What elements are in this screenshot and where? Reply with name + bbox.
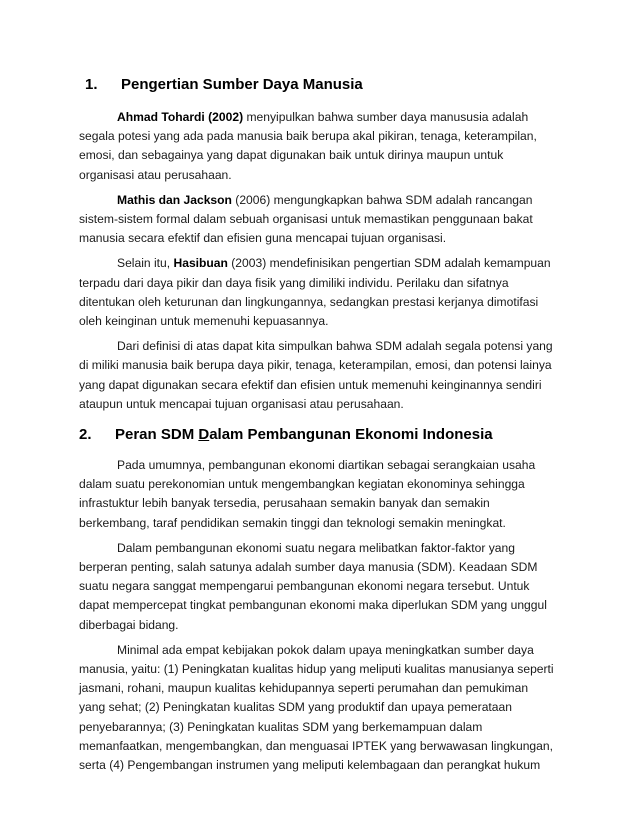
text-line: emosi, dan sebagainya yang dapat digunakan baik untuk dirinya maupun untuk (79, 148, 504, 163)
underlined-letter: D (198, 426, 210, 444)
paragraph-1-3 (79, 254, 565, 331)
text-line: Mathis dan Jackson (2006) mengungkapkan bahwa SDM adalah rancangan (117, 192, 533, 207)
text-line: suatu negara sanggat mempengarui pembangunan ekonomi negara tersebut. Untuk (79, 579, 530, 594)
text-line: ataupun untuk mencapai tujuan organisasi atau perusahaan. (79, 396, 404, 411)
text-line: serta (4) Pengembangan instrumen yang meliputi kelembagaan dan perangkat hukum (79, 758, 541, 773)
document-page (79, 74, 565, 775)
section-title-1: Pengertian Sumber Daya Manusia (121, 76, 363, 93)
text-line: oleh keinginan untuk memenuhi kepuasannya. (79, 314, 329, 329)
text-line: Dari definisi di atas dapat kita simpulkan bahwa SDM adalah segala potensi yang (117, 339, 553, 354)
author-name: Mathis dan Jackson (117, 192, 232, 207)
paragraph-1-4 (79, 337, 565, 414)
text-line: yang dapat digunakan secara efektif dan efisien untuk memenuhi keinginannya sendiri (79, 377, 542, 392)
paragraph-1-2 (79, 191, 565, 249)
text-line: di miliki manusia baik berupa daya pikir, tenaga, keterampilan, emosi, dan potensi lainya (79, 358, 552, 373)
text-line: infrastuktur lebih banyak tersedia, perusahaan semakin banyak dan semakin (79, 496, 490, 511)
text-line: jasmani, rohani, maupun kualitas kehidupannya seperti perumahan dan pemukiman (79, 681, 529, 696)
text-line: Pada umumnya, pembangunan ekonomi diartikan sebagai serangkaian usaha (117, 458, 536, 473)
section-title-2: Peran SDM Dalam Pembangunan Ekonomi Indonesia (115, 426, 493, 444)
text-line: memanfaatkan, mengembangkan, dan menguasai IPTEK yang berwawasan lingkungan, (79, 738, 553, 753)
text-line: terpadu dari daya pikir dan daya fisik yang dimiliki individu. Perilaku dan sifatnya (79, 275, 509, 290)
text-line: dalam suatu perekonomian untuk mengembangkan kegiatan ekonominya sehingga (79, 477, 525, 492)
text-line: dapat mempercepat tingkat pembangunan ekonomi maka diperlukan SDM yang unggul (79, 598, 547, 613)
paragraph-2-2 (79, 539, 565, 635)
text-line: segala potesi yang ada pada manusia baik berupa akal pikiran, tenaga, keterampilan, (79, 129, 537, 144)
text-line: berperan penting, salah satunya adalah sumber daya manusia (SDM). Keadaan SDM (79, 560, 538, 575)
section-heading-2 (79, 424, 565, 446)
text-line: diberbagai bidang. (79, 617, 179, 632)
text-line: Dalam pembangunan ekonomi suatu negara melibatkan faktor-faktor yang (117, 540, 515, 555)
text-line: Selain itu, Hasibuan (2003) mendefinisikan pengertian SDM adalah kemampuan (117, 256, 551, 271)
text-line: manusia, yaitu: (1) Peningkatan kualitas hidup yang meliputi kualitas manusianya seperti (79, 662, 554, 677)
section-number-2: 2. (79, 426, 92, 444)
text-line: Minimal ada empat kebijakan pokok dalam upaya meningkatkan sumber daya (117, 642, 534, 657)
text-line: Ahmad Tohardi (2002) menyipulkan bahwa sumber daya manususia adalah (117, 110, 529, 124)
text-line: ditentukan oleh keturunan dan lingkungannya, sedangkan prestasi kerjanya dimotifasi (79, 294, 539, 309)
paragraph-2-1 (79, 456, 565, 533)
author-name: Ahmad Tohardi (2002) (117, 110, 244, 124)
author-name: Hasibuan (173, 256, 228, 271)
text-line: sistem-sistem formal dalam sebuah organisasi untuk memastikan penggunaan bakat (79, 212, 533, 227)
section-number-1: 1. (85, 76, 98, 93)
paragraph-2-3 (79, 641, 565, 775)
text-line: berkembang, taraf pendidikan semakin tinggi dan teknologi semakin meningkat. (79, 515, 506, 530)
text-line: yang sehat; (2) Peningkatan kualitas SDM yang produktif dan upaya pemerataan (79, 700, 512, 715)
section-heading-1 (85, 74, 565, 96)
text-line: penyebarannya; (3) Peningkatan kualitas SDM yang berkemampuan dalam (79, 719, 483, 734)
paragraph-1-1 (79, 108, 565, 185)
text-line: organisasi atau perusahaan. (79, 167, 232, 182)
text-line: manusia secara efektif dan efisien guna mencapai tujuan organisasi. (79, 231, 447, 246)
